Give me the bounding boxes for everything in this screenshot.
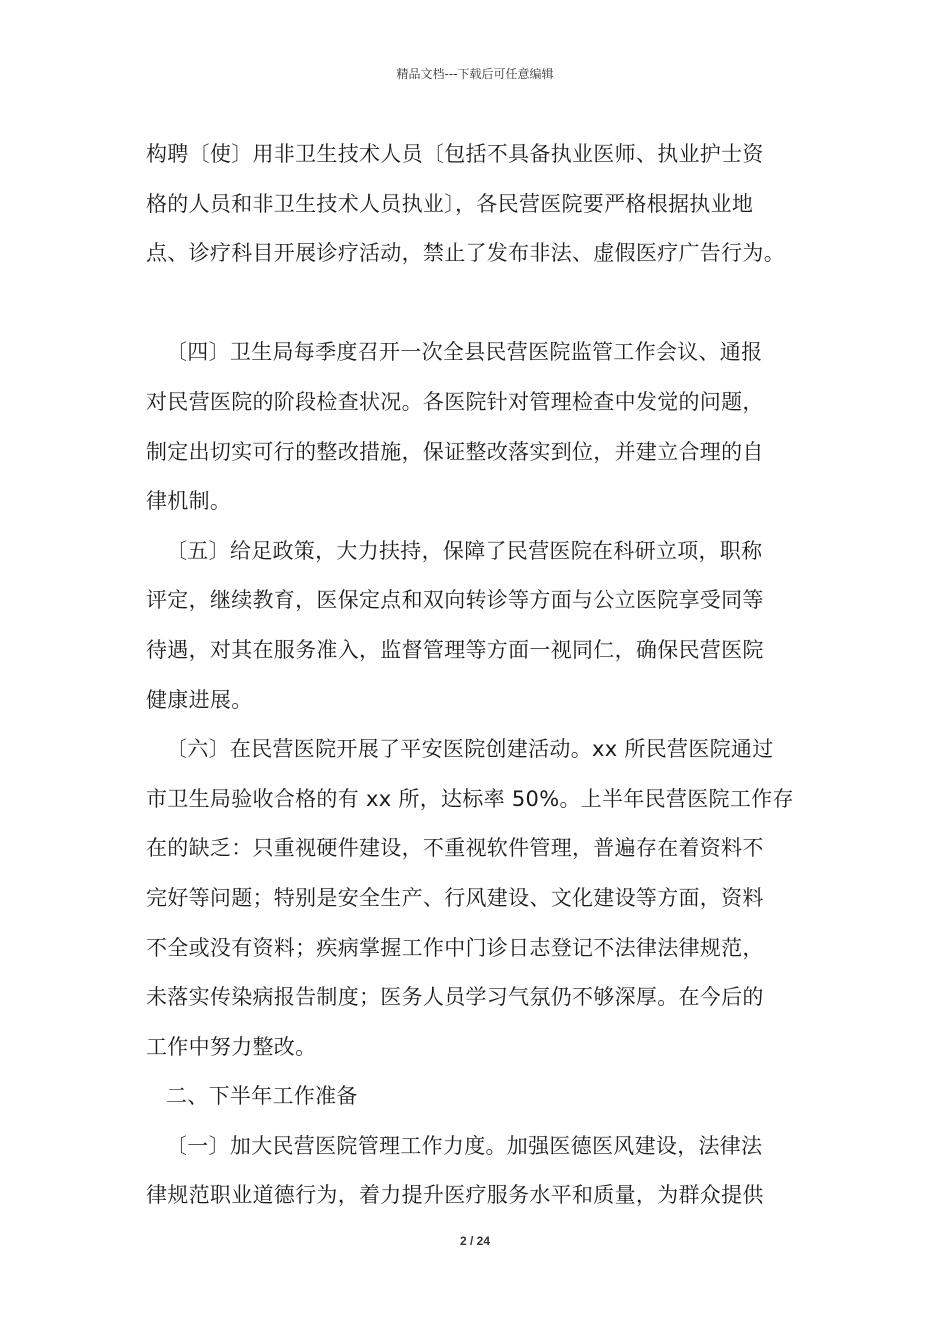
- text-line: 格的人员和非卫生技术人员执业〕，各民营医院要严格根据执业地: [146, 191, 754, 216]
- text-line: 完好等问题；特别是安全生产、行风建设、文化建设等方面，资料: [146, 885, 764, 910]
- text-line: 不全或没有资料；疾病掌握工作中门诊日志登记不法律法律规范，: [146, 935, 764, 960]
- text-line: 律规范职业道德行为，着力提升医疗服务水平和质量，为群众提供: [146, 1183, 764, 1208]
- text-line: 待遇，对其在服务准入，监督管理等方面一视同仁，确保民营医院: [146, 637, 764, 662]
- text-line: 工作中努力整改。: [146, 1034, 317, 1059]
- paragraph-start-line: 〔一〕加大民营医院管理工作力度。加强医德医风建设，法律法: [166, 1133, 763, 1158]
- text-line: 市卫生局验收合格的有 xx 所，达标率 50%。上半年民营医院工作存: [146, 786, 794, 811]
- paragraph-start-line: 〔四〕卫生局每季度召开一次全县民营医院监管工作会议、通报: [166, 340, 763, 365]
- text-line: 评定，继续教育，医保定点和双向转诊等方面与公立医院享受同等: [146, 588, 764, 613]
- paragraph-start-line: 〔六〕在民营医院开展了平安医院创建活动。xx 所民营医院通过: [166, 737, 774, 762]
- paragraph-start-line: 〔五〕给足政策，大力扶持，保障了民营医院在科研立项，职称: [166, 538, 763, 563]
- document-body: [146, 130, 816, 1221]
- text-line: 点、诊疗科目开展诊疗活动，禁止了发布非法、虚假医疗广告行为。: [146, 241, 785, 266]
- text-line: 制定出切实可行的整改措施，保证整改落实到位，并建立合理的自: [146, 439, 764, 464]
- text-line: 对民营医院的阶段检查状况。各医院针对管理检查中发觉的问题，: [146, 389, 764, 414]
- text-line: 律机制。: [146, 489, 232, 514]
- text-line: 构聘〔使〕用非卫生技术人员〔包括不具备执业医师、执业护士资: [146, 142, 764, 166]
- text-line: 健康进展。: [146, 687, 253, 712]
- page-header: 精品文档---下载后可任意编辑: [396, 67, 554, 81]
- paragraph-gap: [146, 279, 816, 329]
- page-number: 2 / 24: [459, 1234, 491, 1248]
- text-line: 未落实传染病报告制度；医务人员学习气氛仍不够深厚。在今后的: [146, 985, 764, 1010]
- text-line: 在的缺乏：只重视硬件建设，不重视软件管理，普遍存在着资料不: [146, 836, 764, 861]
- section-heading: 二、下半年工作准备: [166, 1084, 358, 1109]
